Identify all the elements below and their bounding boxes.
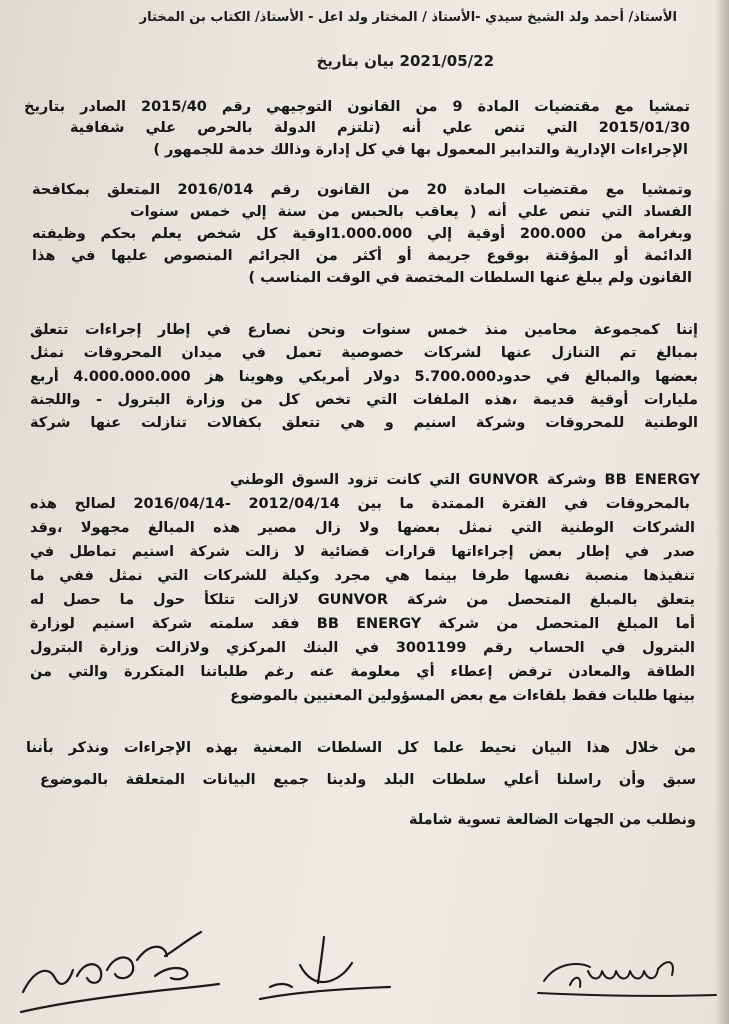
paragraph-line: الشركات الوطنية التي نمثل بعضها ولا زال مصير هذه المبالغ مجهولا ،وقد (30, 520, 695, 536)
paragraph-line: القانون ولم يبلغ عنها السلطات المختصة في الوقت المناسب ) (248, 270, 692, 286)
paragraph-line: BB ENERGY وشركة GUNVOR التي كانت تزود السوق الوطني (230, 472, 700, 488)
paragraph-line: أما المبلغ المتحصل من شركة BB ENERGY فقد سلمته شركة اسنيم لوزارة (30, 616, 695, 632)
paragraph-line: سبق وأن راسلنا أعلي سلطات البلد ولدينا جميع البيانات المتعلقة بالموضوع (40, 772, 696, 788)
statement-date: 2021/05/22 بيان بتاريخ (316, 52, 494, 70)
page-shadow (715, 0, 729, 1024)
signature-middle (240, 925, 400, 1015)
paragraph-line: ونطلب من الجهات الضالعة تسوية شاملة (408, 812, 696, 828)
paragraph-line: يتعلق بالمبلغ المتحصل من شركة GUNVOR لازالت تتلكأ حول ما حصل له (30, 592, 695, 608)
paragraph-line: وبغرامة من 200.000 أوقية إلي 1.000.000اوقية كل شخص يعلم بحكم وظيفته (32, 226, 692, 242)
paragraph-line: الوطنية للمحروقات وشركة اسنيم و هي تتعلق بكفالات تنازلت عنها شركة (30, 415, 698, 431)
paragraph-line: صدر في إطار بعض إجراءاتها قرارات قضائية لا زالت شركة اسنيم تماطل في (30, 544, 695, 560)
paragraph-line: وتمشيا مع مقتضيات المادة 20 من القانون رقم 2016/014 المتعلق بمكافحة (32, 182, 692, 198)
header-lawyer-names: الأستاذ/ أحمد ولد الشيخ سيدي -الأستاذ / المختار ولد اعل - الأستاذ/ الكتاب بن المختار (139, 10, 677, 25)
signature-left (15, 920, 225, 1020)
paragraph-line: بمبالغ تم التنازل عنها لشركات خصوصية تعمل في ميدان المحروقات نمثل (30, 345, 698, 361)
paragraph-line: تمشيا مع مقتضيات المادة 9 من القانون التوجيهي رقم 2015/40 الصادر بتاريخ (24, 99, 690, 115)
paragraph-line: الطاقة والمعادن ترفض إعطاء أي معلومة عنه رغم طلباتنا المتكررة والتي من (30, 664, 695, 680)
paragraph-line: الفساد التي تنص علي أنه ( يعاقب بالحبس من سنة إلي خمس سنوات (130, 204, 692, 220)
signature-right (530, 945, 720, 1015)
paragraph-line: من خلال هذا البيان نحيط علما كل السلطات المعنية بهذه الإجراءات ونذكر بأننا (26, 740, 696, 756)
paragraph-line: بينها طلبات فقط بلقاءات مع بعض المسؤولين المعنيين بالموضوع (230, 688, 695, 704)
paragraph-line: الدائمة أو المؤقتة بوقوع جريمة أو أكثر من الجرائم المنصوص عليها في هذا (32, 248, 692, 264)
paragraph-line: بالمحروقات في الفترة الممتدة ما بين 2012/04/14 -2016/04/14 لصالح هذه (30, 496, 690, 512)
paragraph-line: الإجراءات الإدارية والتدابير المعمول بها في كل إدارة وذالك خدمة للجمهور ) (153, 142, 688, 158)
paragraph-line: مليارات أوقية قديمة ،هذه الملفات التي تخص كل من وزارة البترول - واللجنة (30, 392, 698, 408)
paragraph-line: إننا كمجموعة محامين منذ خمس سنوات ونحن نصارع في إطار إجراءات تتعلق (30, 322, 698, 338)
paragraph-line: بعضها والمبالغ في حدود5.700.000 دولار أمريكي وهوينا هز 4.000.000.000 أربع (30, 369, 698, 385)
paragraph-line: 2015/01/30 التي تنص علي أنه (تلتزم الدولة بالحرص علي شفافية (70, 120, 690, 136)
paragraph-line: تنفيذها منصبة نفسها طرفا بينما هي مجرد وكيلة للشركات التي نمثل ففي ما (30, 568, 695, 584)
paragraph-line: البترول في الحساب رقم 3001199 في البنك المركزي ولازالت وزارة البترول (30, 640, 695, 656)
